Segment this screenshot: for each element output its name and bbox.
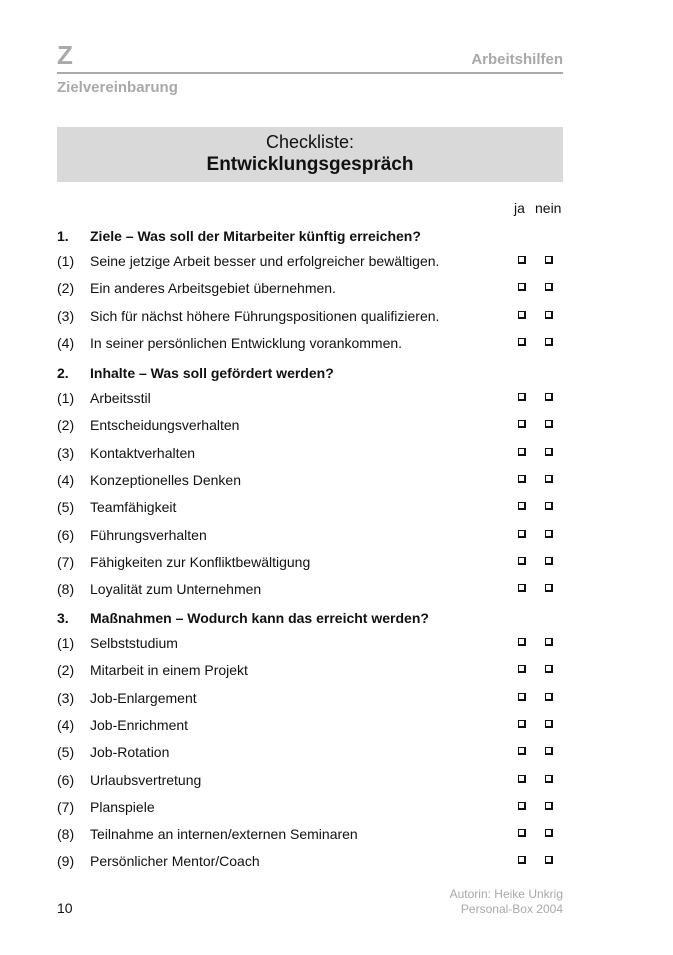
item-text: Arbeitsstil — [90, 390, 151, 406]
footer-credits — [450, 887, 563, 917]
checklist-item — [57, 443, 563, 463]
checklist-item — [57, 851, 563, 871]
checklist-item — [57, 306, 563, 326]
ja-checkbox[interactable] — [518, 283, 526, 291]
ja-checkbox[interactable] — [518, 720, 526, 728]
item-text: Fähigkeiten zur Konfliktbewältigung — [90, 554, 311, 570]
nein-checkbox[interactable] — [545, 775, 553, 783]
item-number: (3) — [57, 445, 75, 461]
header-rule — [57, 72, 563, 74]
nein-checkbox[interactable] — [545, 475, 553, 483]
ja-checkbox[interactable] — [518, 338, 526, 346]
nein-checkbox[interactable] — [545, 747, 553, 755]
ja-checkbox[interactable] — [518, 502, 526, 510]
checklist-item — [57, 388, 563, 408]
section-title: Inhalte – Was soll gefördert werden? — [90, 365, 334, 381]
item-text: Mitarbeit in einem Projekt — [90, 662, 248, 678]
ja-checkbox[interactable] — [518, 393, 526, 401]
nein-checkbox[interactable] — [545, 693, 553, 701]
item-number: (8) — [57, 826, 75, 842]
nein-checkbox[interactable] — [545, 311, 553, 319]
item-text: Führungsverhalten — [90, 527, 207, 543]
item-text: Loyalität zum Unternehmen — [90, 581, 262, 597]
title-line2: Entwicklungsgespräch — [206, 154, 414, 175]
nein-checkbox[interactable] — [545, 448, 553, 456]
item-text: Teamfähigkeit — [90, 499, 177, 515]
page-number: 10 — [57, 900, 73, 916]
item-text: Entscheidungsverhalten — [90, 417, 240, 433]
item-number: (2) — [57, 417, 75, 433]
nein-checkbox[interactable] — [545, 393, 553, 401]
ja-checkbox[interactable] — [518, 584, 526, 592]
item-number: (3) — [57, 308, 75, 324]
footer-source: Personal-Box 2004 — [460, 902, 563, 916]
item-text: Job-Enrichment — [90, 717, 189, 733]
item-text: Ein anderes Arbeitsgebiet übernehmen. — [90, 280, 336, 296]
nein-checkbox[interactable] — [545, 829, 553, 837]
item-number: (5) — [57, 744, 75, 760]
ja-checkbox[interactable] — [518, 557, 526, 565]
ja-checkbox[interactable] — [518, 256, 526, 264]
checklist-item — [57, 251, 563, 271]
item-text: In seiner persönlichen Entwicklung vorankommen. — [90, 335, 403, 351]
footer-author: Autorin: Heike Unkrig — [449, 887, 563, 901]
item-number: (2) — [57, 280, 75, 296]
section-number: 3. — [57, 610, 69, 626]
nein-checkbox[interactable] — [545, 584, 553, 592]
nein-checkbox[interactable] — [545, 530, 553, 538]
item-number: (1) — [57, 635, 75, 651]
nein-checkbox[interactable] — [545, 420, 553, 428]
checklist-item — [57, 415, 563, 435]
section-heading — [57, 608, 563, 628]
item-text: Persönlicher Mentor/Coach — [90, 853, 260, 869]
item-number: (3) — [57, 690, 75, 706]
checklist-item — [57, 824, 563, 844]
item-number: (4) — [57, 335, 75, 351]
item-text: Job-Enlargement — [90, 690, 197, 706]
ja-checkbox[interactable] — [518, 747, 526, 755]
nein-checkbox[interactable] — [545, 720, 553, 728]
item-number: (7) — [57, 554, 75, 570]
title-box — [57, 127, 563, 182]
checklist-item — [57, 715, 563, 735]
checklist-item — [57, 552, 563, 572]
ja-checkbox[interactable] — [518, 856, 526, 864]
checklist-item — [57, 688, 563, 708]
item-number: (8) — [57, 581, 75, 597]
section-title: Maßnahmen – Wodurch kann das erreicht werden? — [90, 610, 429, 626]
item-number: (7) — [57, 799, 75, 815]
header-letter: Z — [57, 40, 73, 70]
section-heading — [57, 226, 563, 246]
nein-checkbox[interactable] — [545, 256, 553, 264]
ja-checkbox[interactable] — [518, 775, 526, 783]
nein-checkbox[interactable] — [545, 802, 553, 810]
item-text: Seine jetzige Arbeit besser und erfolgreicher bewältigen. — [90, 253, 440, 269]
nein-checkbox[interactable] — [545, 557, 553, 565]
ja-checkbox[interactable] — [518, 420, 526, 428]
checklist-item — [57, 278, 563, 298]
checklist-item — [57, 470, 563, 490]
section-number: 1. — [57, 228, 69, 244]
ja-checkbox[interactable] — [518, 530, 526, 538]
item-number: (1) — [57, 390, 75, 406]
title-line1: Checkliste: — [265, 132, 355, 152]
item-text: Planspiele — [90, 799, 155, 815]
section-number: 2. — [57, 365, 69, 381]
checklist-item — [57, 579, 563, 599]
column-head-nein: nein — [535, 200, 562, 216]
item-text: Sich für nächst höhere Führungspositionen qualifizieren. — [90, 308, 440, 324]
item-number: (6) — [57, 772, 75, 788]
checklist-item — [57, 742, 563, 762]
item-number: (9) — [57, 853, 75, 869]
section-title: Ziele – Was soll der Mitarbeiter künftig erreichen? — [90, 228, 421, 244]
item-number: (5) — [57, 499, 75, 515]
item-number: (2) — [57, 662, 75, 678]
ja-checkbox[interactable] — [518, 311, 526, 319]
item-number: (6) — [57, 527, 75, 543]
checklist-item — [57, 770, 563, 790]
item-number: (4) — [57, 472, 75, 488]
ja-checkbox[interactable] — [518, 802, 526, 810]
item-text: Selbststudium — [90, 635, 178, 651]
checklist-item — [57, 497, 563, 517]
ja-checkbox[interactable] — [518, 638, 526, 646]
ja-checkbox[interactable] — [518, 475, 526, 483]
checklist-item — [57, 660, 563, 680]
item-number: (1) — [57, 253, 75, 269]
item-text: Teilnahme an internen/externen Seminaren — [90, 826, 358, 842]
item-text: Job-Rotation — [90, 744, 170, 760]
nein-checkbox[interactable] — [545, 856, 553, 864]
nein-checkbox[interactable] — [545, 665, 553, 673]
item-text: Urlaubsvertretung — [90, 772, 202, 788]
item-text: Konzeptionelles Denken — [90, 472, 241, 488]
ja-checkbox[interactable] — [518, 448, 526, 456]
ja-checkbox[interactable] — [518, 693, 526, 701]
nein-checkbox[interactable] — [545, 283, 553, 291]
header-category: Arbeitshilfen — [471, 51, 563, 68]
ja-checkbox[interactable] — [518, 665, 526, 673]
nein-checkbox[interactable] — [545, 638, 553, 646]
column-head-ja: ja — [514, 200, 525, 216]
ja-checkbox[interactable] — [518, 829, 526, 837]
nein-checkbox[interactable] — [545, 502, 553, 510]
nein-checkbox[interactable] — [545, 338, 553, 346]
page-subtitle: Zielvereinbarung — [57, 79, 178, 96]
section-heading — [57, 363, 563, 383]
item-number: (4) — [57, 717, 75, 733]
item-text: Kontaktverhalten — [90, 445, 196, 461]
checklist-item — [57, 797, 563, 817]
checklist-item — [57, 333, 563, 353]
checklist-item — [57, 525, 563, 545]
checklist-item — [57, 633, 563, 653]
